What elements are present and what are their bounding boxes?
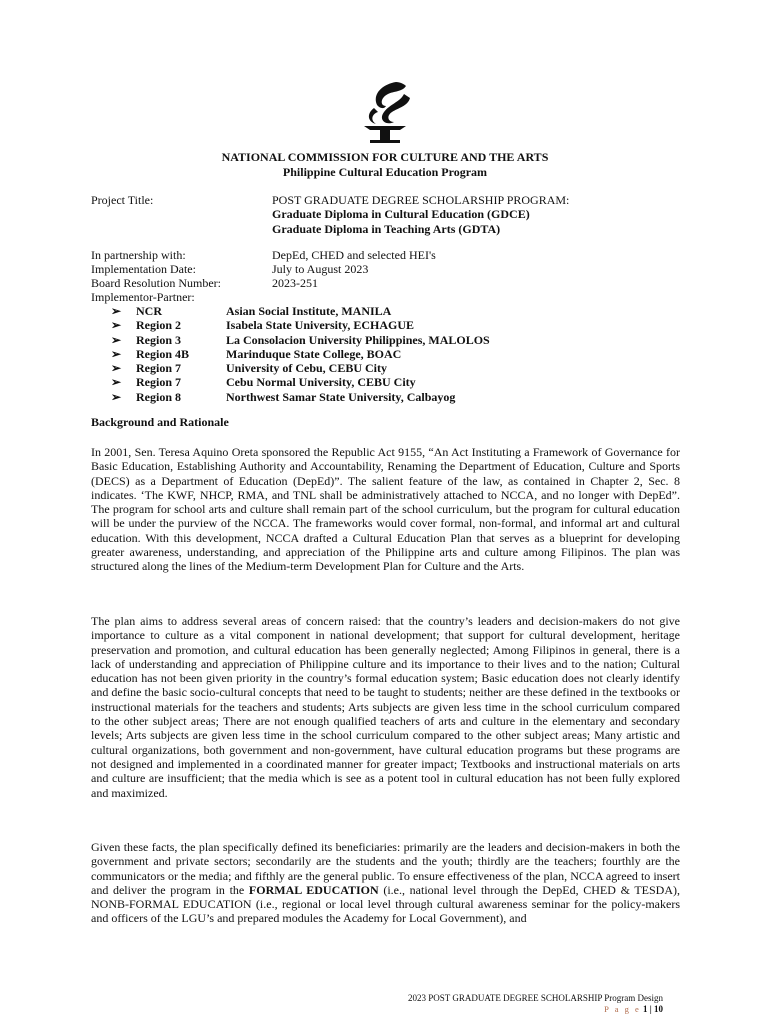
arrow-bullet-icon: ➢ (111, 389, 122, 404)
partner-list (111, 304, 490, 404)
ncca-flame-logo-icon (356, 80, 414, 144)
implementor-label: Implementor-Partner: (91, 290, 195, 304)
project-line-2: Graduate Diploma in Cultural Education (GDCE) (272, 207, 530, 222)
formal-education-term: FORMAL EDUCATION (248, 882, 379, 897)
paragraph-2: The plan aims to address several areas of concern raised: that the country’s leaders and decision-makers do not give importance to culture as a vital component in national development; that support for cultural development, heritage preservation and promotion, and cultural education has been generally neglected; Among Filipinos in general, there is a lack of understanding and appreciation of Philippine culture and its importance to their lives and to the nation; Cultural education has not been given priority in the country’s formal education system; Basic education does not clearly identify and define the basic socio-cultural concepts that need to be taught to students; neither are these defined in the textbooks or instructional materials for the teachers and students; Arts subjects are given less time in the school curriculum compared to the other subject areas; There are not enough qualified teachers of arts and culture in the elementary and secondary levels; Arts subjects are given less time in the school curriculum compared to the other subject areas; Many artistic and cultural organizations, both government and non-government, have cultural education programs but these programs are not designed and implemented in a coordinated manner for greater impact; Textbooks and instructional materials on arts and culture are insufficient; that the media which is see as a potent tool in cultural education has not been fully explored and maximized. (91, 614, 680, 800)
partnership-value: DepEd, CHED and selected HEI's (272, 248, 436, 262)
arrow-bullet-icon: ➢ (111, 375, 122, 390)
list-item: ➢ Region 2 Isabela State University, ECHAGUE (111, 318, 415, 333)
section-heading: Background and Rationale (91, 415, 229, 429)
arrow-bullet-icon: ➢ (111, 346, 122, 361)
project-line-3: Graduate Diploma in Teaching Arts (GDTA) (272, 221, 501, 236)
impl-date-value: July to August 2023 (272, 262, 369, 276)
board-resolution-label: Board Resolution Number: (91, 276, 221, 290)
impl-date-label: Implementation Date: (91, 262, 196, 276)
arrow-bullet-icon: ➢ (111, 318, 122, 333)
page-number: 1 | 10 (643, 1004, 663, 1014)
page-word: P a g e (604, 1004, 641, 1014)
paragraph-3: Given these facts, the plan specifically defined its beneficiaries: primarily are the leaders and decision-makers in both the government and private sectors; secondarily are the students and the youth; thirdly are the teachers; fourthly are the communicators or the media; and fifthly are the general public. To ensure effectiveness of the plan, NCCA agreed to insert and deliver the program in the FORMAL EDUCATION (i.e., national level through the DepEd, CHED & TESDA), NONB-FORMAL EDUCATION (i.e., regional or local level through cultural awareness seminar for the policy-makers and officers of the LGU’s and prepared modules the Academy for Local Government), and (91, 840, 680, 926)
arrow-bullet-icon: ➢ (111, 361, 122, 376)
org-name: NATIONAL COMMISSION FOR CULTURE AND THE ARTS (221, 150, 549, 164)
project-title-value (272, 193, 569, 236)
list-item: ➢ Region 8 Northwest Samar State University, Calbayog (111, 389, 456, 404)
list-item: ➢ Region 4B Marinduque State College, BOAC (111, 346, 402, 361)
partnership-label: In partnership with: (91, 248, 186, 262)
list-item: ➢ NCR Asian Social Institute, MANILA (111, 304, 392, 318)
arrow-bullet-icon: ➢ (111, 332, 122, 347)
footer-title: 2023 POST GRADUATE DEGREE SCHOLARSHIP Program Design (407, 993, 663, 1003)
header-block (0, 150, 770, 180)
list-item: ➢ Region 7 University of Cebu, CEBU City (111, 361, 387, 376)
program-name: Philippine Cultural Education Program (282, 165, 488, 179)
project-title-label: Project Title: (91, 193, 154, 207)
page-footer (408, 993, 663, 1015)
board-resolution-value: 2023-251 (272, 276, 318, 290)
paragraph-1: In 2001, Sen. Teresa Aquino Oreta sponsored the Republic Act 9155, “An Act Instituting a Framework of Governance for Basic Education, Establishing Authority and Accountability, Renaming the Department of Education, Culture and Sports (DECS) as a Department of Education (DepEd)”. The salient feature of the law, as contained in Chapter 2, Sec. 8 indicates. ‘The KWF, NHCP, RMA, and TNL shall be administratively attached to NCCA, and no longer with DepEd”. The program for school arts and culture shall remain part of the school curriculum, but the program for cultural education will be under the purview of the NCCA. The frameworks would cover formal, non-formal, and informal art and cultural education. With this development, NCCA drafted a Cultural Education Plan that serves as a blueprint for developing greater awareness, understanding, and appreciation of the Philippine arts and culture among Filipinos. The plan was structured along the lines of the Medium-term Development Plan for Culture and the Arts. (91, 445, 680, 574)
arrow-bullet-icon: ➢ (111, 304, 122, 318)
list-item: ➢ Region 7 Cebu Normal University, CEBU City (111, 375, 416, 390)
project-line-1: POST GRADUATE DEGREE SCHOLARSHIP PROGRAM: (272, 193, 570, 207)
list-item: ➢ Region 3 La Consolacion University Philippines, MALOLOS (111, 332, 490, 347)
